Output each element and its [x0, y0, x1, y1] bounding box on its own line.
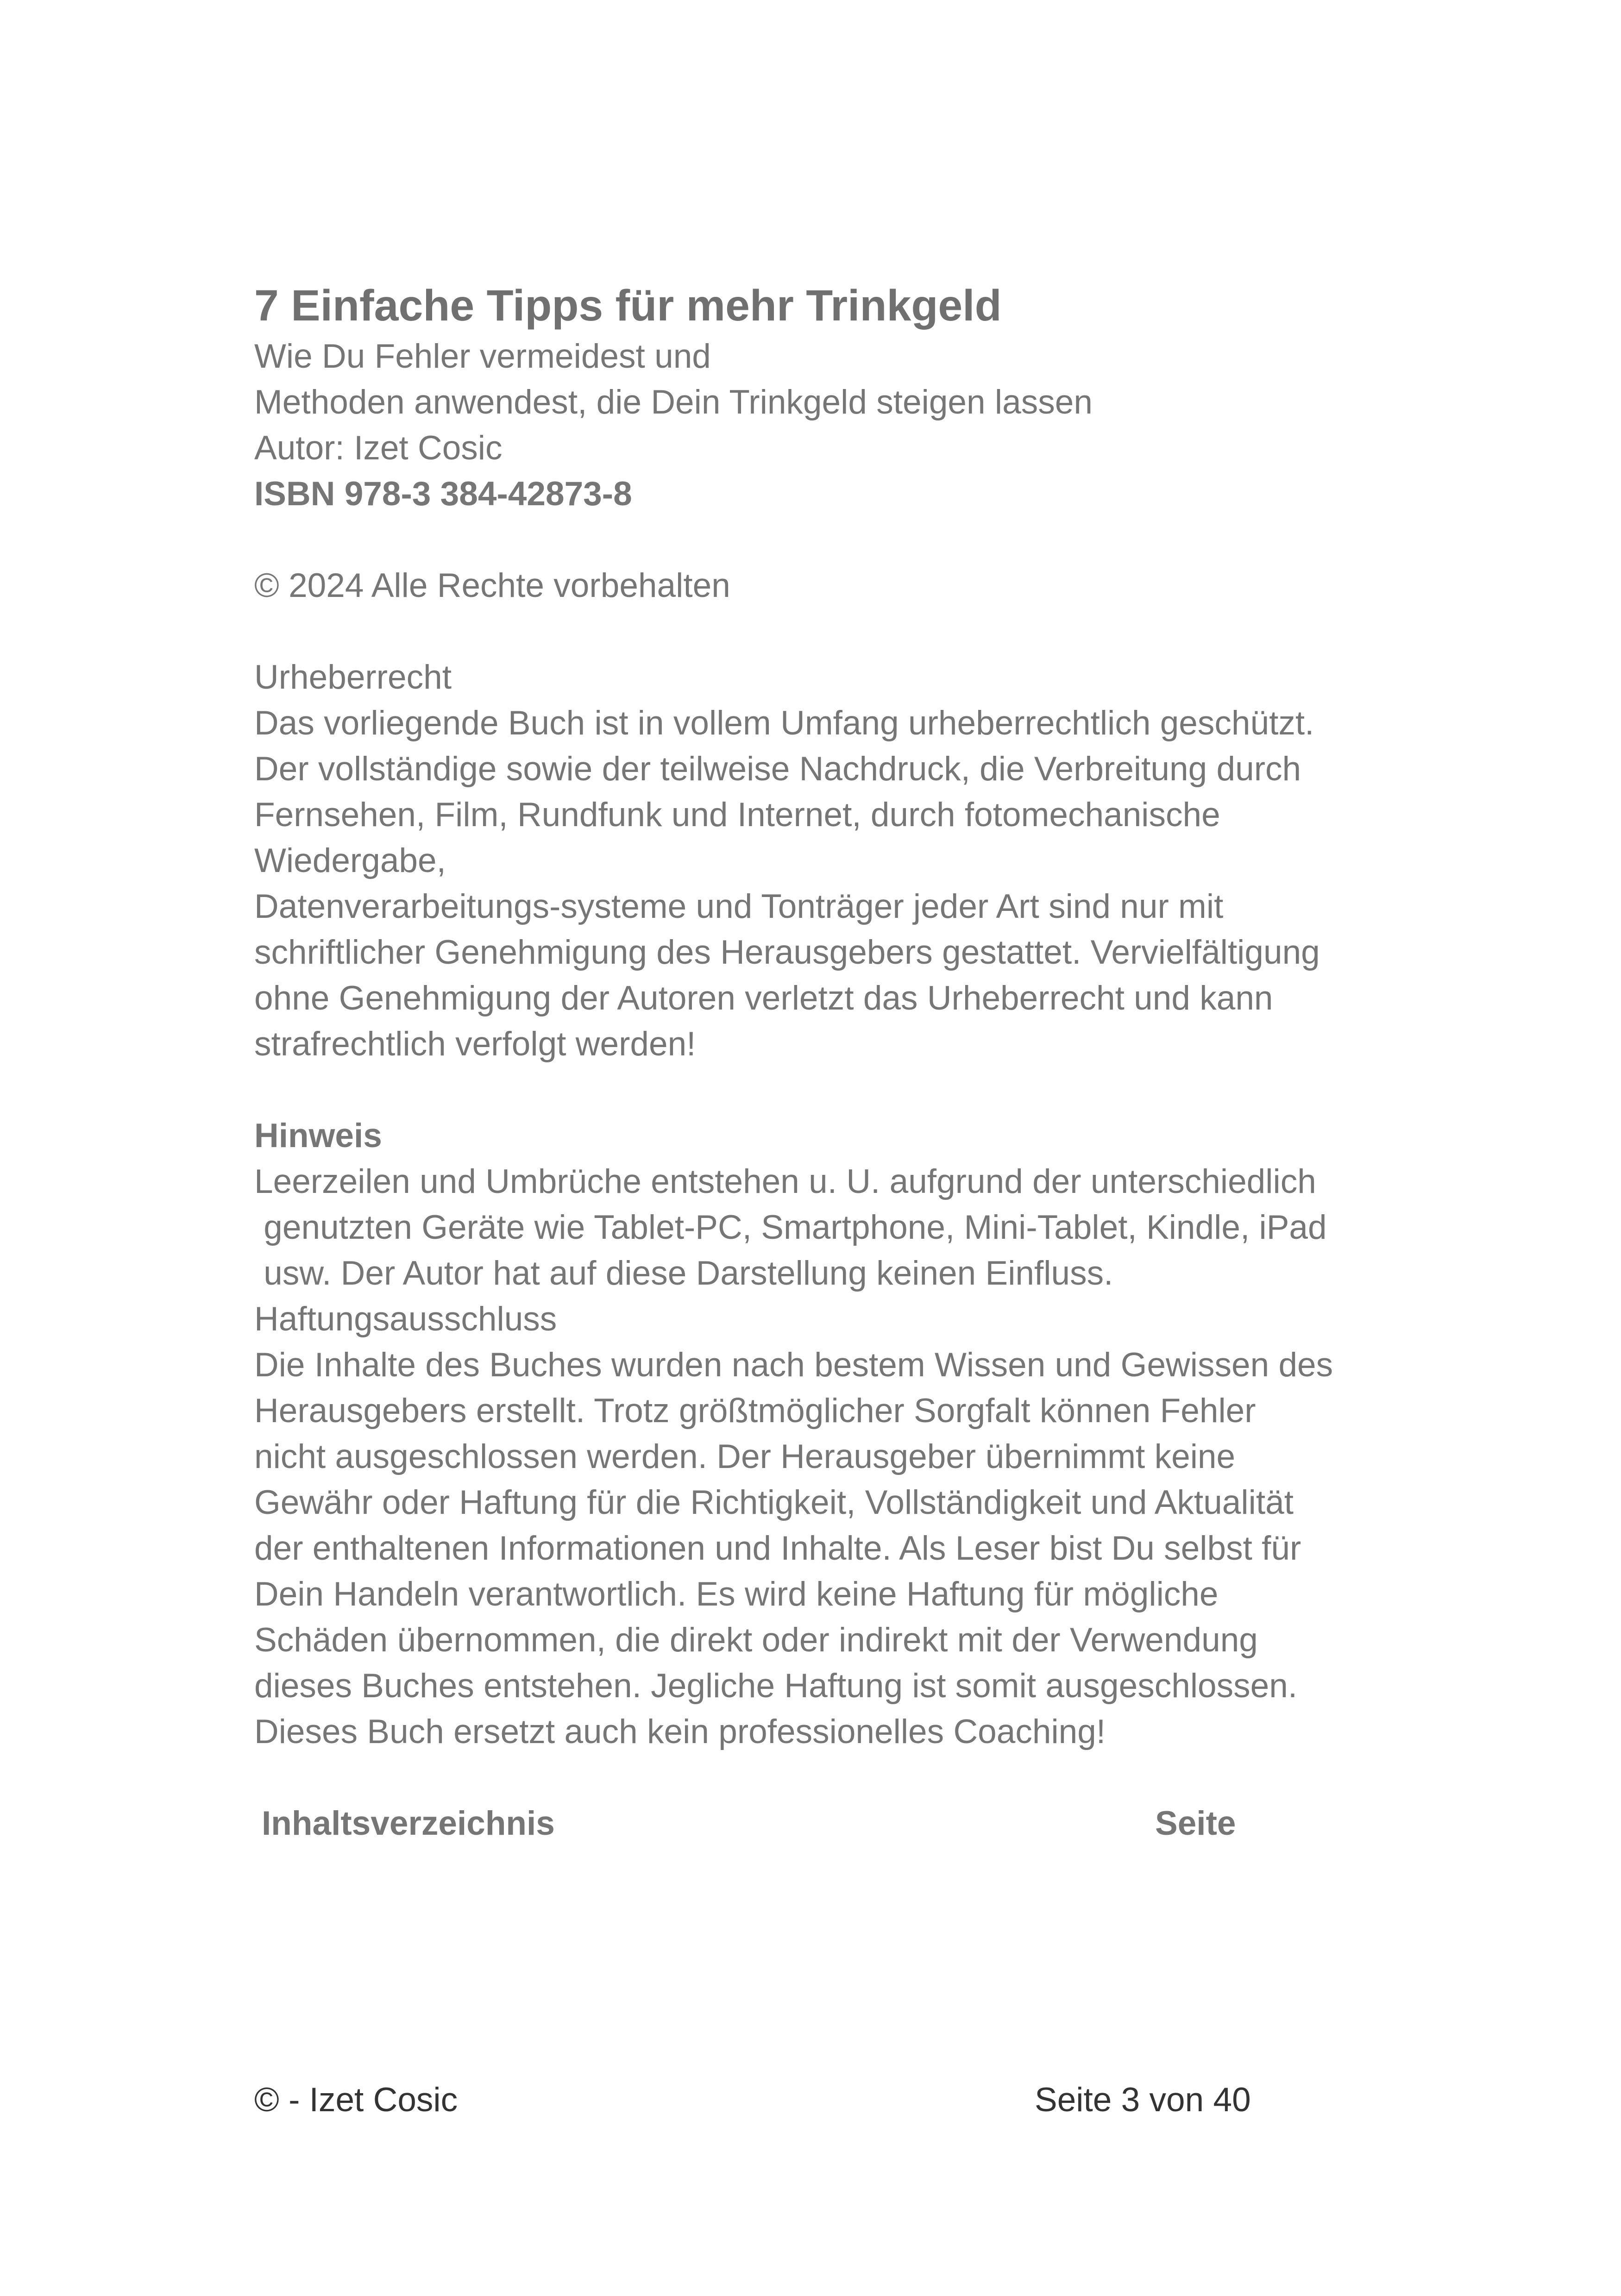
hinweis-heading: Hinweis — [254, 1117, 382, 1154]
haftung-text-line: Gewähr oder Haftung für die Richtigkeit, Vollständigkeit und Aktualität — [254, 1484, 1294, 1521]
urheberrecht-text-line: Das vorliegende Buch ist in vollem Umfang urheberrechtlich geschützt. — [254, 704, 1314, 742]
urheberrecht-heading: Urheberrecht — [254, 659, 452, 696]
urheberrecht-text-line: Datenverarbeitungs-systeme und Tonträger jeder Art sind nur mit — [254, 888, 1224, 925]
spacer — [254, 1067, 1440, 1113]
haftung-text-line: Herausgebers erstellt. Trotz größtmöglicher Sorgfalt können Fehler — [254, 1392, 1256, 1430]
footer-page-number: Seite 3 von 40 — [1035, 2081, 1251, 2119]
footer-copyright: © - Izet Cosic — [254, 2081, 458, 2119]
haftung-text-line: dieses Buches entstehen. Jegliche Haftung ist somit ausgeschlossen. — [254, 1667, 1298, 1705]
urheberrecht-text-line: Wiedergabe, — [254, 842, 446, 879]
hinweis-section — [254, 1113, 1440, 1296]
copyright-line: © 2024 Alle Rechte vorbehalten — [254, 567, 730, 604]
haftung-section — [254, 1296, 1440, 1755]
spacer — [254, 609, 1440, 654]
urheberrecht-text-line: Der vollständige sowie der teilweise Nachdruck, die Verbreitung durch — [254, 750, 1301, 788]
toc-page-column-heading: Seite — [1155, 1805, 1236, 1842]
urheberrecht-text-line: ohne Genehmigung der Autoren verletzt das Urheberrecht und kann — [254, 979, 1273, 1017]
page-footer — [254, 2077, 1250, 2123]
haftung-text-line: Dieses Buch ersetzt auch kein professionelles Coaching! — [254, 1713, 1106, 1750]
urheberrecht-text-line: Fernsehen, Film, Rundfunk und Internet, durch fotomechanische — [254, 796, 1220, 834]
book-title: 7 Einfache Tipps für mehr Trinkgeld — [254, 281, 1002, 330]
haftung-text-line: der enthaltenen Informationen und Inhalte. Als Leser bist Du selbst für — [254, 1530, 1301, 1567]
haftung-heading: Haftungsausschluss — [254, 1300, 557, 1338]
toc-heading: Inhaltsverzeichnis — [262, 1805, 555, 1842]
haftung-text-line: nicht ausgeschlossen werden. Der Herausgeber übernimmt keine — [254, 1438, 1236, 1475]
haftung-text-line: Dein Handeln verantwortlich. Es wird keine Haftung für mögliche — [254, 1575, 1219, 1613]
spacer — [254, 517, 1440, 563]
hinweis-text-line: usw. Der Autor hat auf diese Darstellung keinen Einfluss. — [254, 1255, 1113, 1292]
isbn-line: ISBN 978-3 384-42873-8 — [254, 475, 632, 513]
toc-header-row — [254, 1800, 1440, 1846]
urheberrecht-text-line: strafrechtlich verfolgt werden! — [254, 1025, 696, 1063]
subtitle-line-1: Wie Du Fehler vermeidest und — [254, 338, 711, 375]
hinweis-text-line: Leerzeilen und Umbrüche entstehen u. U. aufgrund der unterschiedlich — [254, 1163, 1316, 1200]
subtitle-line-2: Methoden anwendest, die Dein Trinkgeld steigen lassen — [254, 383, 1093, 421]
urheberrecht-section — [254, 654, 1440, 1067]
urheberrecht-text-line: schriftlicher Genehmigung des Herausgebers gestattet. Vervielfältigung — [254, 934, 1320, 971]
haftung-text-line: Schäden übernommen, die direkt oder indirekt mit der Verwendung — [254, 1621, 1258, 1659]
author-line: Autor: Izet Cosic — [254, 429, 503, 467]
hinweis-text-line: genutzten Geräte wie Tablet-PC, Smartphone, Mini-Tablet, Kindle, iPad — [254, 1209, 1327, 1246]
haftung-text-line: Die Inhalte des Buches wurden nach bestem Wissen und Gewissen des — [254, 1346, 1333, 1384]
page-content — [254, 278, 1440, 1846]
